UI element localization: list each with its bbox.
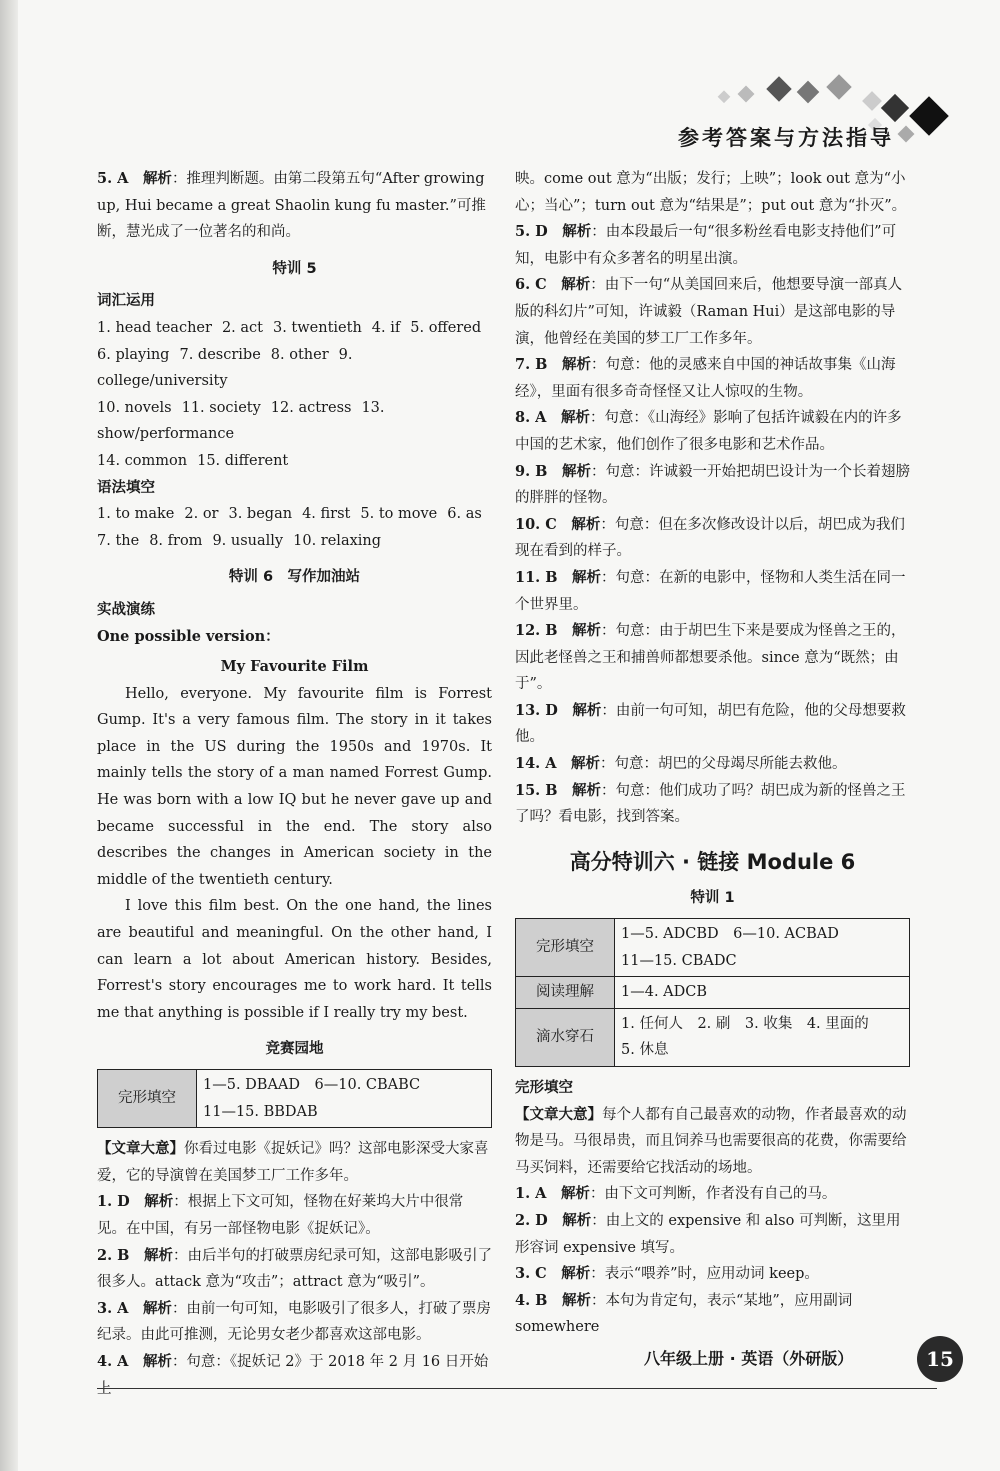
subheading: 实战演练 (97, 601, 155, 618)
table-row: 滴水穿石 1. 任何人 2. 刷 3. 收集 4. 里面的 5. 休息 (516, 1008, 910, 1066)
answer-item: 7. B 解析：句意：他的灵感来自中国的神话故事集《山海经》，里面有很多奇奇怪怪又让人惊叹的生物。 (515, 356, 896, 400)
subheading: 语法填空 (97, 479, 155, 496)
section-title: 特训 6 写作加油站 (228, 569, 361, 586)
footer-rule (97, 1388, 937, 1389)
grammar-answers: 1. to make 2. or 3. began 4. first 5. to move 6. as 7. the 8. from 9. usually 10. relaxing (97, 506, 482, 549)
summary: 【文章大意】你看过电影《捉妖记》吗？这部电影深受大家喜爱，它的导演曾在美国梦工厂工作多年。 (97, 1140, 489, 1184)
answer-item: 13. D 解析：由前一句可知，胡巴有危险，他的父母想要救他。 (515, 701, 906, 746)
answer-item: 2. B 解析：由后半句的打破票房纪录可知，这部电影吸引了很多人。attack 意为“攻击”；attract 意为“吸引”。 (97, 1246, 492, 1291)
table-label: 完形填空 (98, 1070, 197, 1128)
answer-item: 12. B 解析：句意：由于胡巴生下来是要成为怪兽之王的，因此老怪兽之王和捕兽师都想要杀他。since 意为“既然；由于”。 (515, 622, 906, 693)
left-column (97, 166, 492, 1402)
header-title: 参考答案与方法指导 (678, 126, 894, 150)
answer-item: 4. A 解析：句意：《捉妖记 2》于 2018 年 2 月 16 日开始上 (97, 1352, 489, 1397)
answer-item: 9. B 解析：句意：许诚毅一开始把胡巴设计为一个长着翅膀的胖胖的怪物。 (515, 462, 910, 507)
section-title: 特训 5 (272, 260, 317, 277)
summary: 【文章大意】每个人都有自己最喜欢的动物，作者最喜欢的动物是马。马很昂贵，而且饲养马也需要很高的花费，你需要给马买饲料，还需要给它找活动的场地。 (515, 1105, 907, 1176)
answer-item: 2. D 解析：由上文的 expensive 和 also 可判断，这里用形容词 expensive 填写。 (515, 1211, 901, 1256)
answer-item: 14. A 解析：句意：胡巴的父母竭尽所能去救他。 (515, 755, 847, 773)
answer-item: 5. A 解析：推理判断题。由第二段第五句“After growing up, Hui became a great Shaolin kung fu master.”可推断，慧光成了一位著名的和尚。 (97, 170, 486, 241)
answer-item: 11. B 解析：句意：在新的电影中，怪物和人类生活在同一个世界里。 (515, 568, 906, 613)
essay-paragraph: Hello, everyone. My favourite film is Forrest Gump. It's a very famous film. The story in it takes place in the US during the 1950s and 1970s. It mainly tells the story of a man named Forrest Gump. He was born with a low IQ but he never gave up and became successful in the end. The story also describes the changes in American society in the middle of the twentieth century. (97, 685, 492, 888)
answer-table (515, 918, 910, 1067)
answer-item: 1. D 解析：根据上下文可知，怪物在好莱坞大片中很常见。在中国，有另一部怪物电影《捉妖记》。 (97, 1193, 464, 1237)
footer-text: 八年级上册 · 英语（外研版） (644, 1349, 854, 1368)
right-column (515, 166, 910, 1341)
essay-paragraph: I love this film best. On the one hand, the lines are beautiful and meaningful. On the other hand, I can learn a lot about American history. Besides, Forrest's story encourages me to work hard. It tells me that anything is possible if I really try my best. (97, 898, 492, 1021)
answer-item: 8. A 解析：句意：《山海经》影响了包括许诚毅在内的许多中国的艺术家，他们创作了很多电影和艺术作品。 (515, 409, 902, 453)
answer-item: 4. B 解析：本句为肯定句，表示“某地”，应用副词 somewhere (515, 1291, 853, 1336)
subheading: 完形填空 (515, 1080, 573, 1096)
answer-item: 5. D 解析：由本段最后一句“很多粉丝看电影支持他们”可知，电影中有众多著名的明星出演。 (515, 223, 897, 267)
answer-item: 15. B 解析：句意：他们成功了吗？胡巴成为新的怪兽之王了吗？看电影，找到答案。 (515, 781, 906, 826)
subheading: 词汇运用 (97, 293, 155, 310)
answer-item: 3. A 解析：由前一句可知，电影吸引了很多人，打破了票房纪录。由此可推测，无论男女老少都喜欢这部电影。 (97, 1299, 491, 1344)
vocab-answers: 1. head teacher 2. act 3. twentieth 4. if 5. offered 6. playing 7. describe 8. other 9. college/university 10. novels 11. society 12. actress 13. show/performance 14. common 15. different (97, 319, 482, 469)
answer-item: 10. C 解析：句意：但在多次修改设计以后，胡巴成为我们现在看到的样子。 (515, 515, 905, 560)
section-title: 特训 1 (690, 890, 735, 907)
module-title: 高分特训六 · 链接 Module 6 (569, 849, 856, 874)
binding-shadow (0, 0, 18, 1471)
contest-table (97, 1069, 492, 1128)
page-number: 15 (917, 1336, 963, 1382)
table-row: 阅读理解 1—4. ADCB (516, 977, 910, 1009)
section-title: 竞赛园地 (265, 1041, 324, 1058)
answer-item: 6. C 解析：由下一句“从美国回来后，他想要导演一部真人版的科幻片”可知，许诚毅（Raman Hui）是这部电影的导演，他曾经在美国的梦工厂工作多年。 (515, 276, 903, 347)
table-row: 完形填空 1—5. ADCBD 6—10. ACBAD 11—15. CBADC (516, 919, 910, 977)
answer-item: 3. C 解析：表示“喂养”时，应用动词 keep。 (515, 1265, 819, 1283)
version-label: One possible version： (97, 627, 280, 645)
table-cell: 1—5. DBAAD 6—10. CBABC 11—15. BBDAB (197, 1070, 492, 1128)
answer-item: 1. A 解析：由下文可判断，作者没有自己的马。 (515, 1185, 837, 1203)
essay-title: My Favourite Film (220, 658, 369, 676)
answer-continuation: 映。come out 意为“出版；发行；上映”；look out 意为“小心；当心”；turn out 意为“结果是”；put out 意为“扑灭”。 (515, 171, 907, 214)
